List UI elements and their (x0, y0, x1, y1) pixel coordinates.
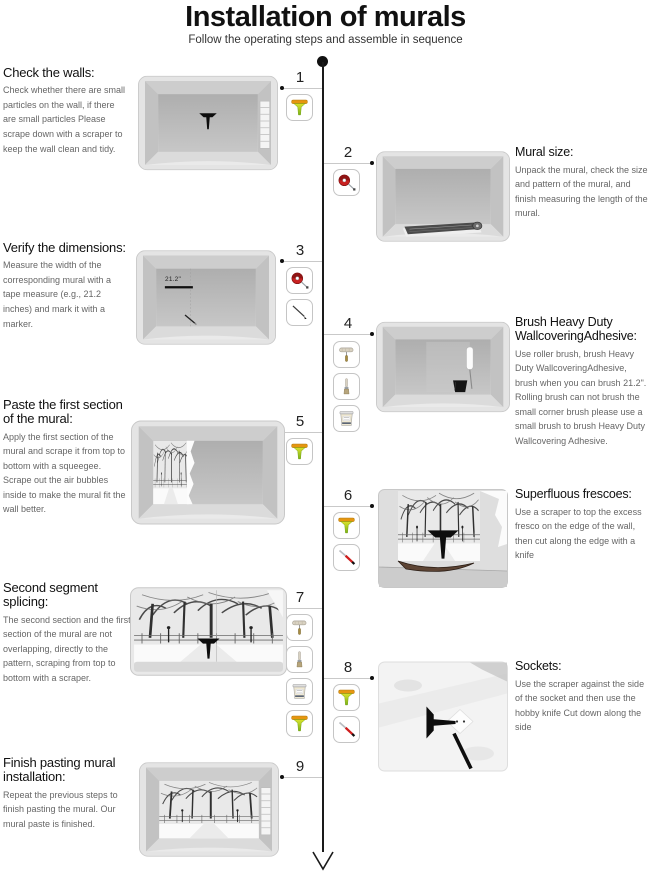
step-6-connector (324, 506, 372, 507)
step-4-icons (333, 341, 360, 432)
step-3-icons (286, 267, 313, 326)
step-8-heading: Sockets: (515, 659, 562, 673)
step-9-connector-dot (280, 775, 284, 779)
step-6-text (515, 488, 648, 563)
step-5-text (3, 398, 131, 517)
step-9-image-finished-mural (139, 760, 279, 859)
step-3-image-measuring (136, 249, 276, 346)
step-1-text (3, 66, 129, 156)
step-7-body: The second section and the first section of the mural are not overlapping, directly to the pattern, scraping from top to bottom with a scraper. (3, 614, 131, 683)
step-3-body: Measure the width of the corresponding mural with a tape measure (e.g., 21.2 inches) and mark it with a marker. (3, 260, 112, 329)
step-6-icons (333, 512, 360, 571)
step-4-text (515, 316, 650, 449)
knife-icon (333, 544, 360, 571)
small-brush-icon (286, 646, 313, 673)
step-8-text (515, 660, 648, 735)
step-2-image-mural-unpacked (376, 147, 510, 246)
step-3-text (3, 241, 131, 331)
step-2-number: 2 (343, 144, 353, 161)
step-8-body: Use the scraper against the side of the socket and then use the hobby knife Cut down along the side (515, 678, 645, 733)
squeegee-icon (333, 684, 360, 711)
step-5-body: Apply the first section of the mural and scrape it from top to bottom with a squeegee. Scrape out the air bubbles inside to make the mural fit the wall better. (3, 431, 126, 515)
step-9-heading: Finish pasting mural installation: (3, 755, 116, 785)
tape-measure-icon (333, 169, 360, 196)
step-5-icons (286, 438, 313, 465)
step-1-connector-dot (280, 86, 284, 90)
step-2-text (515, 146, 648, 221)
step-6-connector-dot (370, 504, 374, 508)
step-2-icons (333, 169, 360, 196)
measurement-label: 21.2" (165, 276, 181, 283)
step-6-body: Use a scraper to top the excess fresco on the edge of the wall, then cut along the edge with a knife (515, 506, 642, 561)
step-1-heading: Check the walls: (3, 65, 95, 80)
step-1-image-empty-room (138, 74, 278, 172)
step-2-heading: Mural size: (515, 145, 574, 159)
step-4-body: Use roller brush, brush Heavy Duty WallcoveringAdhesive, brush when you can brush 21.2". Rolling brush can not brush the small corner brush please use a small brush to brush Heavy Duty Wallcovering Adhesive. (515, 348, 647, 446)
step-3-connector-dot (280, 259, 284, 263)
roller-brush-icon (333, 341, 360, 368)
step-5-heading: Paste the first section of the mural: (3, 397, 123, 427)
timeline-arrow-icon (310, 848, 336, 874)
step-7-image-second-section (130, 587, 287, 676)
squeegee-icon (286, 438, 313, 465)
step-9-body: Repeat the previous steps to finish pasting the mural. Our mural paste is finished. (3, 789, 118, 829)
step-1-number: 1 (295, 69, 305, 86)
step-5-connector (283, 432, 322, 433)
step-6-number: 6 (343, 487, 353, 504)
roller-brush-icon (286, 614, 313, 641)
step-3-heading: Verify the dimensions: (3, 240, 126, 255)
step-4-connector (324, 334, 372, 335)
squeegee-icon (333, 512, 360, 539)
step-1-connector (283, 88, 322, 89)
step-7-text (3, 581, 131, 685)
small-brush-icon (333, 373, 360, 400)
step-9-connector (283, 777, 322, 778)
timeline-line (322, 62, 324, 852)
adhesive-bucket-icon (333, 405, 360, 432)
step-7-heading: Second segment splicing: (3, 580, 98, 610)
step-8-connector-dot (370, 676, 374, 680)
step-1-icons (286, 94, 313, 121)
step-4-heading: Brush Heavy Duty WallcoveringAdhesive: (515, 315, 637, 343)
squeegee-icon (286, 94, 313, 121)
step-9-number: 9 (295, 758, 305, 775)
step-4-connector-dot (370, 332, 374, 336)
step-8-icons (333, 684, 360, 743)
page-subtitle: Follow the operating steps and assemble in sequence (188, 34, 463, 46)
step-5-image-first-section (131, 419, 285, 526)
page-title: Installation of murals (185, 1, 466, 33)
knife-icon (333, 716, 360, 743)
step-7-number: 7 (295, 589, 305, 606)
step-2-body: Unpack the mural, check the size and pattern of the mural, and finish measuring the length of the mural. (515, 164, 648, 219)
squeegee-icon (286, 710, 313, 737)
step-3-number: 3 (295, 242, 305, 259)
tape-measure-icon (286, 267, 313, 294)
step-7-connector (283, 608, 322, 609)
step-5-number: 5 (295, 413, 305, 430)
step-6-image-trimming-excess (378, 489, 508, 588)
adhesive-bucket-icon (286, 678, 313, 705)
step-8-connector (324, 678, 372, 679)
step-6-heading: Superfluous frescoes: (515, 487, 632, 501)
step-4-image-brushing-adhesive (376, 317, 510, 417)
step-2-connector (324, 163, 372, 164)
step-1-body: Check whether there are small particles on the wall, if there are small particles Please scrape down with a scraper to keep the wall clean and tidy. (3, 85, 126, 154)
marker-icon (286, 299, 313, 326)
step-2-connector-dot (370, 161, 374, 165)
step-8-image-socket-cutout (378, 661, 508, 772)
step-3-connector (283, 261, 322, 262)
step-9-text (3, 756, 131, 831)
step-4-number: 4 (343, 315, 353, 332)
step-8-number: 8 (343, 659, 353, 676)
step-7-icons (286, 614, 313, 737)
